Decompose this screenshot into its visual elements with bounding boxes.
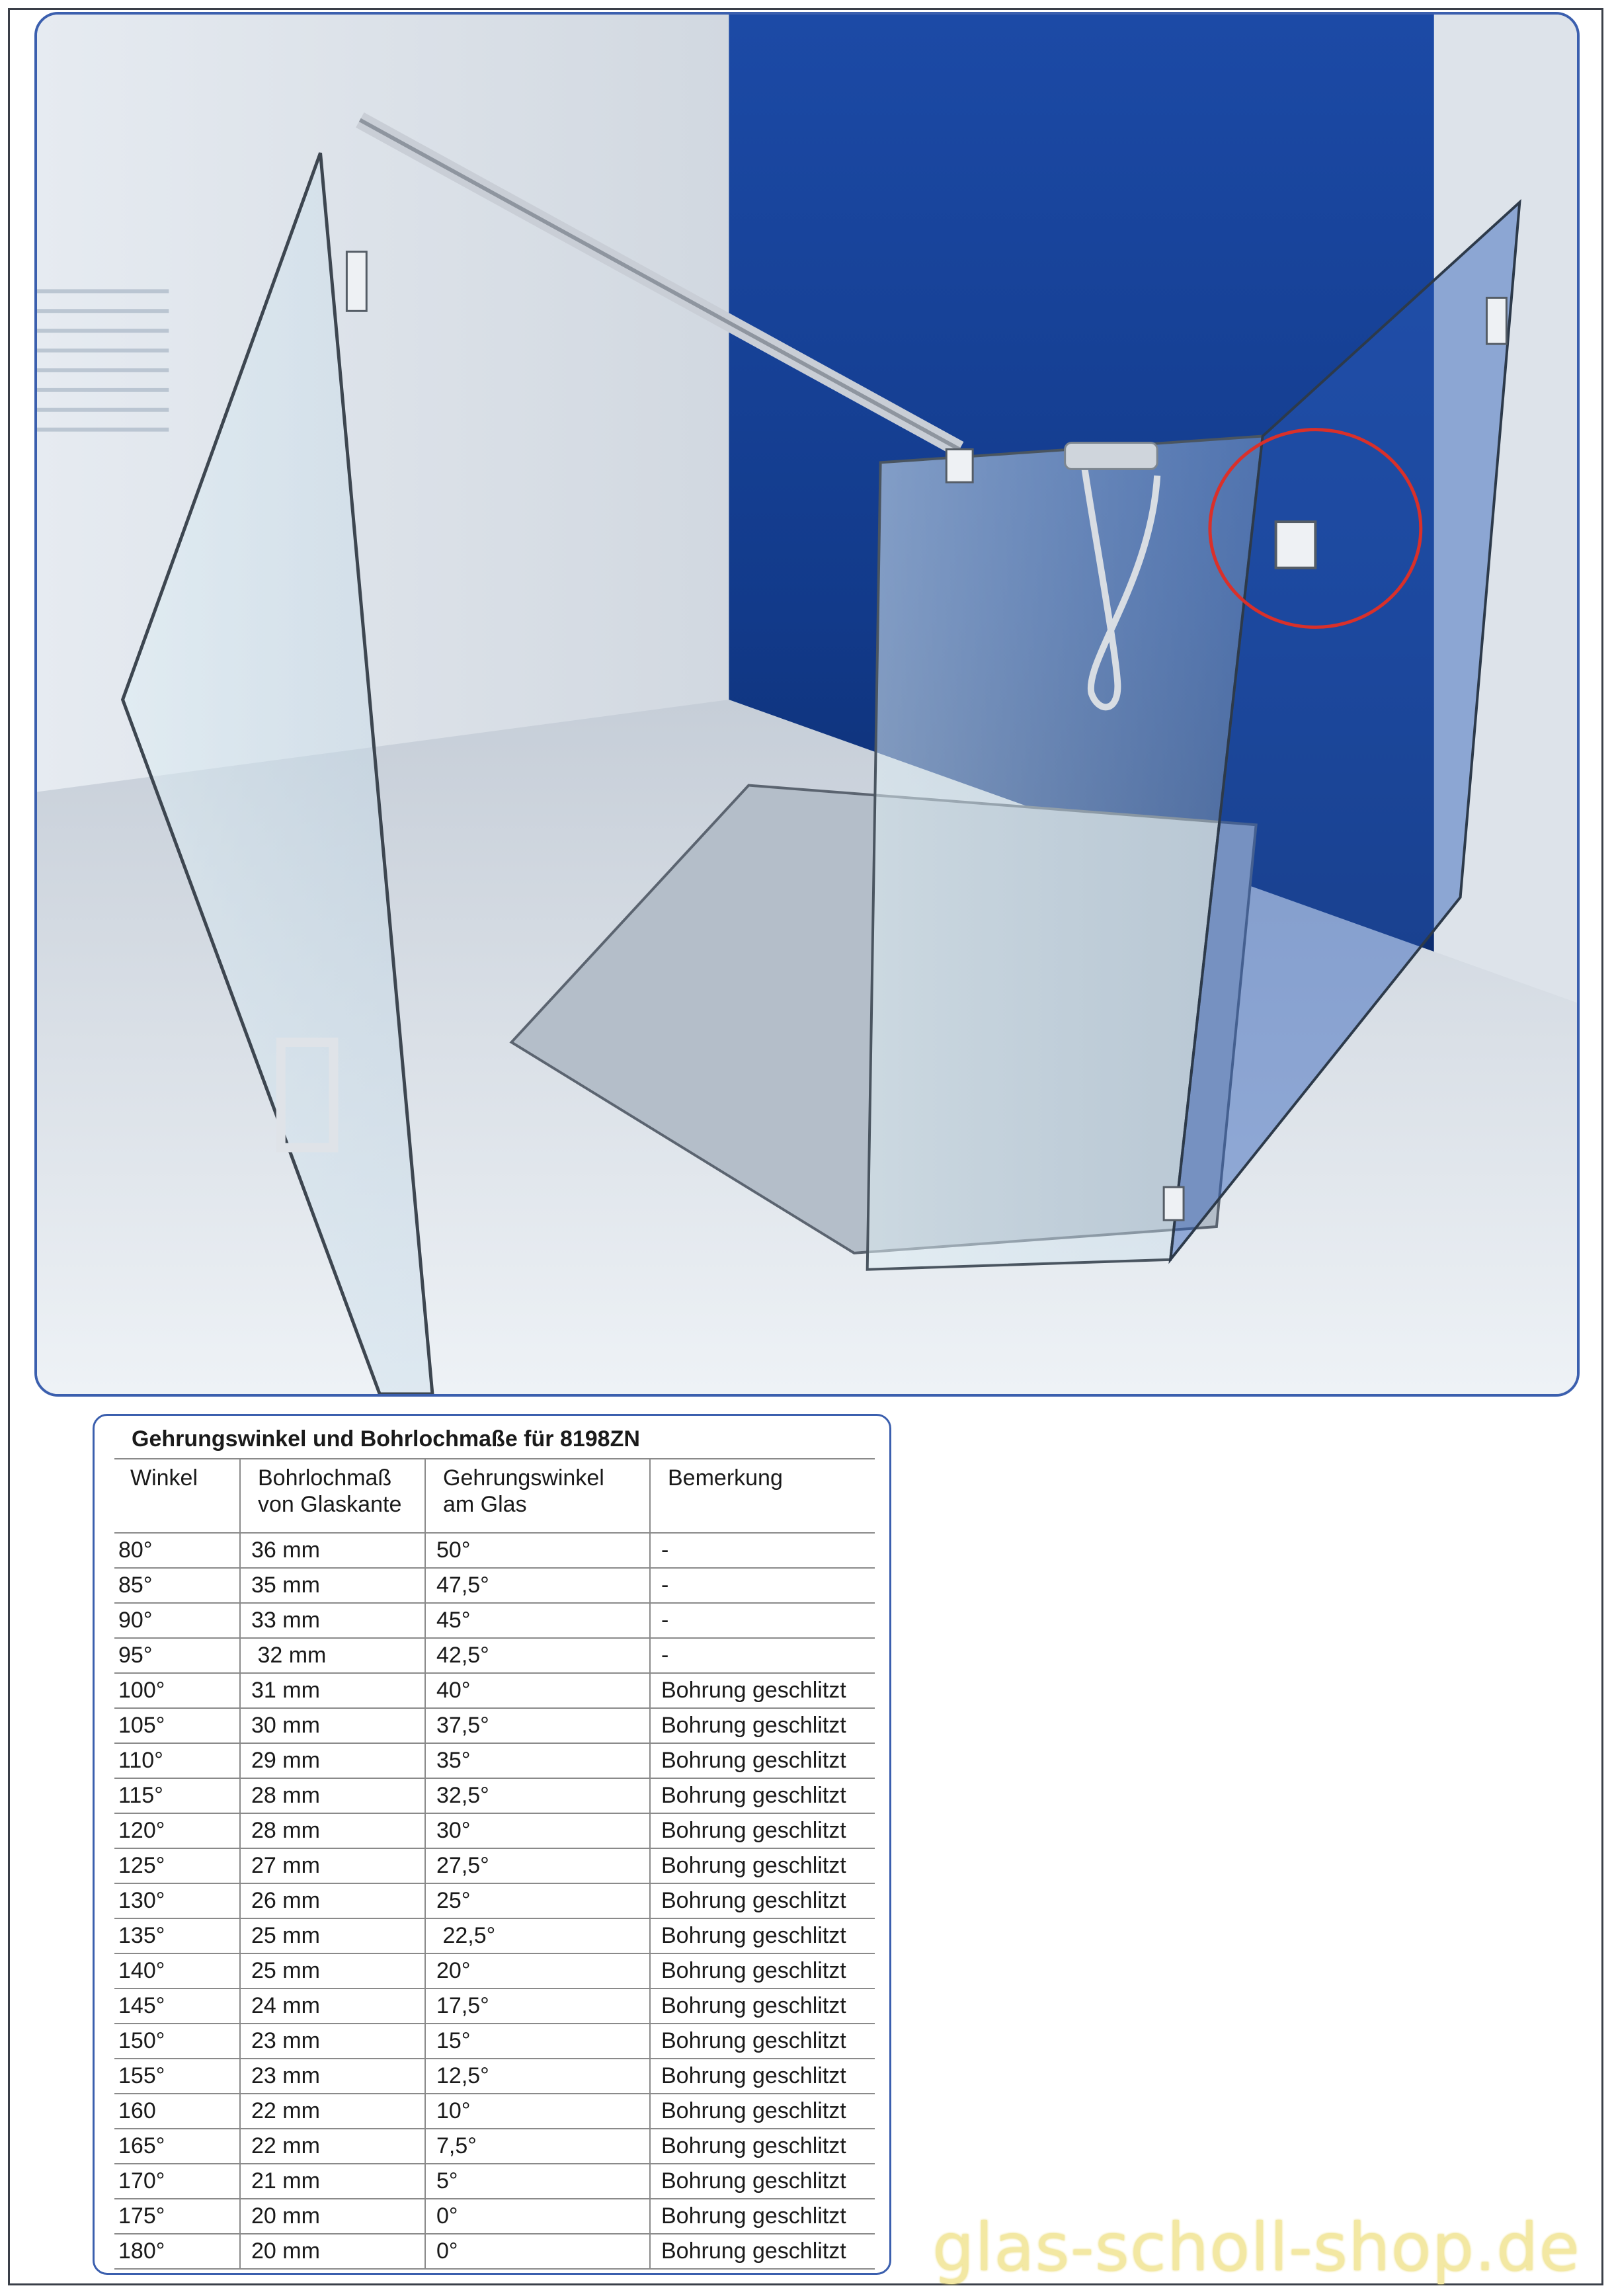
hinge-highlighted — [1276, 522, 1316, 568]
table-row — [114, 1953, 875, 1988]
table-body — [114, 1533, 875, 2269]
table-header-row — [114, 1459, 875, 1533]
table-row — [114, 2094, 875, 2129]
cell-gehrungswinkel: 47,5° — [425, 1568, 650, 1603]
cell-gehrungswinkel: 17,5° — [425, 1988, 650, 2024]
cell-winkel: 95° — [114, 1638, 240, 1673]
cell-gehrungswinkel: 12,5° — [425, 2059, 650, 2094]
table-row — [114, 1848, 875, 1883]
cell-gehrungswinkel: 5° — [425, 2164, 650, 2199]
table-row — [114, 1918, 875, 1953]
cell-bemerkung: Bohrung geschlitzt — [650, 1848, 875, 1883]
table-row — [114, 1638, 875, 1673]
table-row — [114, 1533, 875, 1568]
cell-bohrlochmass: 29 mm — [240, 1743, 425, 1778]
cell-winkel: 140° — [114, 1953, 240, 1988]
cell-bemerkung: Bohrung geschlitzt — [650, 1778, 875, 1813]
cell-winkel: 80° — [114, 1533, 240, 1568]
cell-bemerkung: Bohrung geschlitzt — [650, 2024, 875, 2059]
cell-bemerkung: Bohrung geschlitzt — [650, 1918, 875, 1953]
cell-bemerkung: Bohrung geschlitzt — [650, 1708, 875, 1743]
cell-bemerkung: - — [650, 1638, 875, 1673]
table-row — [114, 2164, 875, 2199]
cell-bemerkung: Bohrung geschlitzt — [650, 1673, 875, 1708]
cell-gehrungswinkel: 50° — [425, 1533, 650, 1568]
cell-bohrlochmass: 36 mm — [240, 1533, 425, 1568]
cell-bohrlochmass: 27 mm — [240, 1848, 425, 1883]
cell-gehrungswinkel: 37,5° — [425, 1708, 650, 1743]
cell-bohrlochmass: 35 mm — [240, 1568, 425, 1603]
table-row — [114, 2199, 875, 2234]
cell-bemerkung: Bohrung geschlitzt — [650, 2094, 875, 2129]
cell-gehrungswinkel: 30° — [425, 1813, 650, 1848]
cell-bemerkung: Bohrung geschlitzt — [650, 1988, 875, 2024]
cell-bohrlochmass: 31 mm — [240, 1673, 425, 1708]
cell-winkel: 100° — [114, 1673, 240, 1708]
col-header-winkel: Winkel — [114, 1459, 240, 1533]
cell-bohrlochmass: 30 mm — [240, 1708, 425, 1743]
table-row — [114, 1568, 875, 1603]
watermark: glas-scholl-shop.de — [932, 2209, 1580, 2286]
cell-winkel: 165° — [114, 2129, 240, 2164]
cell-bemerkung: Bohrung geschlitzt — [650, 2059, 875, 2094]
table-row — [114, 2234, 875, 2269]
cell-bohrlochmass: 28 mm — [240, 1778, 425, 1813]
cell-winkel: 170° — [114, 2164, 240, 2199]
table-title: Gehrungswinkel und Bohrlochmaße für 8198ZN — [132, 1426, 640, 1452]
cell-bemerkung: Bohrung geschlitzt — [650, 1883, 875, 1918]
cell-bemerkung: Bohrung geschlitzt — [650, 2234, 875, 2269]
table-row — [114, 1988, 875, 2024]
cell-bohrlochmass: 21 mm — [240, 2164, 425, 2199]
cell-bohrlochmass: 25 mm — [240, 1918, 425, 1953]
cell-bohrlochmass: 25 mm — [240, 1953, 425, 1988]
cell-gehrungswinkel: 15° — [425, 2024, 650, 2059]
col-header-bemerkung: Bemerkung — [650, 1459, 875, 1533]
cell-winkel: 175° — [114, 2199, 240, 2234]
cell-gehrungswinkel: 42,5° — [425, 1638, 650, 1673]
cell-bemerkung: - — [650, 1568, 875, 1603]
table-row — [114, 1743, 875, 1778]
cell-bemerkung: - — [650, 1533, 875, 1568]
cell-winkel: 130° — [114, 1883, 240, 1918]
col-header-gehrungswinkel: Gehrungswinkel am Glas — [425, 1459, 650, 1533]
table-row — [114, 1603, 875, 1638]
cell-bohrlochmass: 26 mm — [240, 1883, 425, 1918]
cell-winkel: 135° — [114, 1918, 240, 1953]
cell-bohrlochmass: 23 mm — [240, 2059, 425, 2094]
cell-winkel: 155° — [114, 2059, 240, 2094]
cell-bemerkung: - — [650, 1603, 875, 1638]
cell-winkel: 125° — [114, 1848, 240, 1883]
cell-bohrlochmass: 23 mm — [240, 2024, 425, 2059]
cell-gehrungswinkel: 45° — [425, 1603, 650, 1638]
cell-winkel: 160 — [114, 2094, 240, 2129]
cell-winkel: 110° — [114, 1743, 240, 1778]
table-row — [114, 1778, 875, 1813]
cell-winkel: 115° — [114, 1778, 240, 1813]
table-row — [114, 1813, 875, 1848]
cell-winkel: 180° — [114, 2234, 240, 2269]
cell-winkel: 145° — [114, 1988, 240, 2024]
col-header-bohrlochmass: Bohrlochmaß von Glaskante — [240, 1459, 425, 1533]
cell-bemerkung: Bohrung geschlitzt — [650, 1743, 875, 1778]
cell-gehrungswinkel: 40° — [425, 1673, 650, 1708]
cell-bohrlochmass: 22 mm — [240, 2129, 425, 2164]
cell-bohrlochmass: 32 mm — [240, 1638, 425, 1673]
cell-gehrungswinkel: 35° — [425, 1743, 650, 1778]
cell-gehrungswinkel: 32,5° — [425, 1778, 650, 1813]
cell-bohrlochmass: 20 mm — [240, 2199, 425, 2234]
cell-bohrlochmass: 20 mm — [240, 2234, 425, 2269]
cell-gehrungswinkel: 10° — [425, 2094, 650, 2129]
cell-bemerkung: Bohrung geschlitzt — [650, 2199, 875, 2234]
shower-enclosure-illustration — [37, 15, 1577, 1394]
cell-gehrungswinkel: 0° — [425, 2199, 650, 2234]
spec-table — [114, 1458, 875, 2270]
table-row — [114, 1883, 875, 1918]
product-photo — [34, 12, 1580, 1397]
cell-gehrungswinkel: 7,5° — [425, 2129, 650, 2164]
cell-gehrungswinkel: 27,5° — [425, 1848, 650, 1883]
cell-gehrungswinkel: 22,5° — [425, 1918, 650, 1953]
cell-gehrungswinkel: 0° — [425, 2234, 650, 2269]
spec-table-panel — [93, 1414, 891, 2275]
cell-winkel: 90° — [114, 1603, 240, 1638]
cell-bemerkung: Bohrung geschlitzt — [650, 1813, 875, 1848]
cell-winkel: 150° — [114, 2024, 240, 2059]
cell-bemerkung: Bohrung geschlitzt — [650, 2129, 875, 2164]
cell-winkel: 105° — [114, 1708, 240, 1743]
table-row — [114, 2024, 875, 2059]
cell-bohrlochmass: 22 mm — [240, 2094, 425, 2129]
table-row — [114, 1673, 875, 1708]
cell-bohrlochmass: 24 mm — [240, 1988, 425, 2024]
cell-bemerkung: Bohrung geschlitzt — [650, 2164, 875, 2199]
cell-winkel: 85° — [114, 1568, 240, 1603]
table-row — [114, 2129, 875, 2164]
cell-bemerkung: Bohrung geschlitzt — [650, 1953, 875, 1988]
cell-bohrlochmass: 33 mm — [240, 1603, 425, 1638]
table-row — [114, 2059, 875, 2094]
cell-gehrungswinkel: 25° — [425, 1883, 650, 1918]
cell-bohrlochmass: 28 mm — [240, 1813, 425, 1848]
cell-winkel: 120° — [114, 1813, 240, 1848]
cell-gehrungswinkel: 20° — [425, 1953, 650, 1988]
table-row — [114, 1708, 875, 1743]
